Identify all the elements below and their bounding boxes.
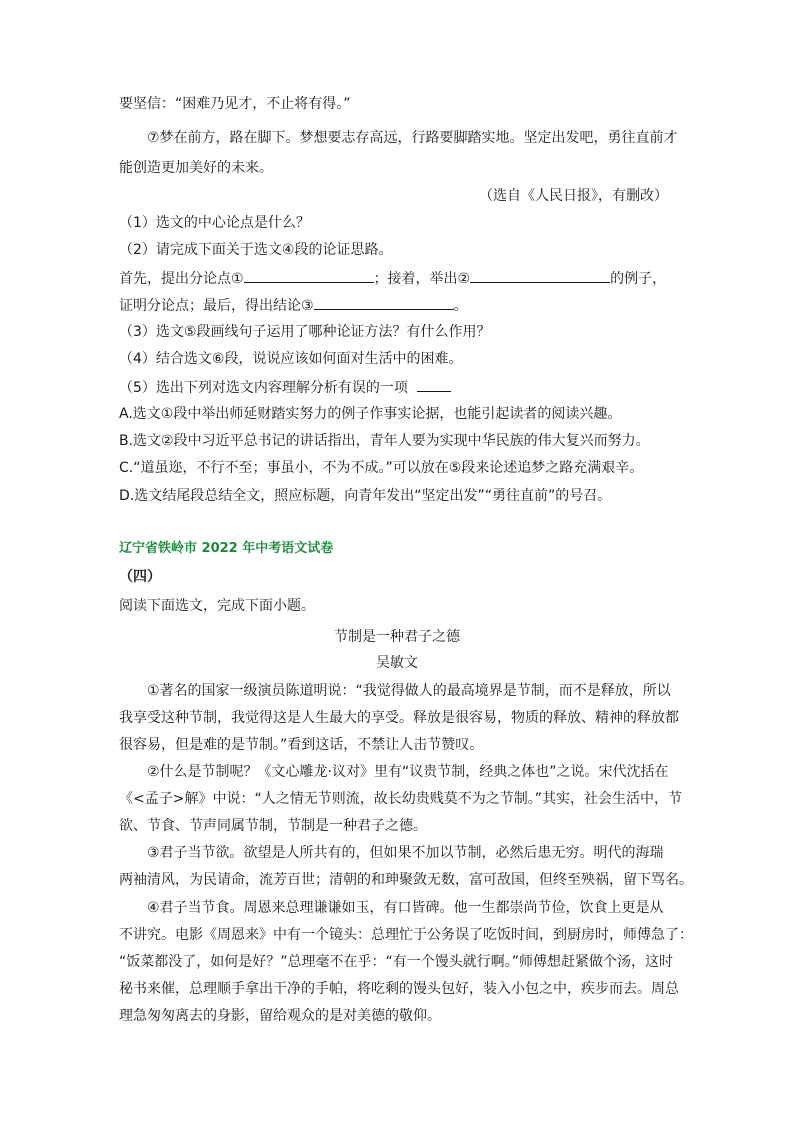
answer-blank-5[interactable]: [417, 377, 451, 392]
article-paragraph-line: 《<孟子>解》中说：“人之情无节则流，故长幼贵贱莫不为之节制。”其实，社会生活中，节: [119, 791, 682, 807]
text-line: 要坚信：“困难乃见才，不止将有得。”: [119, 96, 351, 112]
question-5: [119, 377, 451, 398]
paragraph-7-line: 能创造更加美好的未来。: [119, 160, 273, 176]
article-paragraph-line: 我享受这种节制，我觉得这是人生最大的享受。释放是很容易，物质的释放、精神的释放都: [119, 710, 679, 726]
option-c: C.“道虽迩，不行不至；事虽小，不为不成。”可以放在⑤段来论述追梦之路充满艰辛。: [119, 460, 644, 476]
article-paragraph-line: 不讲究。电影《周恩来》中有一个镜头：总理忙于公务误了吃饭时间，到厨房时，师傅急了：: [119, 927, 693, 943]
fill-text: 的例子，: [610, 271, 667, 287]
question-4: （4）结合选文⑥段，说说应该如何面对生活中的困难。: [119, 351, 463, 367]
fill-text: 。: [453, 298, 468, 314]
paragraph-7-line: ⑦梦在前方，路在脚下。梦想要志存高远，行路要脚踏实地。坚定出发吧，勇往直前才: [147, 130, 678, 146]
article-paragraph-line: 理急匆匆离去的身影，留给观众的是对美德的敬仰。: [119, 1008, 441, 1024]
article-paragraph-line: ③君子当节欲。欲望是人所共有的，但如果不加以节制，必然后患无穷。明代的海瑞: [147, 845, 664, 861]
source-citation: （选自《人民日报》，有删改）: [479, 188, 668, 204]
fill-text: 首先，提出分论点①: [119, 271, 244, 287]
option-a: A.选文①段中举出师延财踏实努力的例子作事实论据，也能引起读者的阅读兴趣。: [119, 406, 622, 422]
instruction: 阅读下面选文，完成下面小题。: [119, 598, 315, 614]
option-b: B.选文②段中习近平总书记的讲话指出，青年人要为实现中华民族的伟大复兴而努力。: [119, 433, 650, 449]
question-5-text: （5）选出下列对选文内容理解分析有误的一项: [119, 380, 408, 396]
article-paragraph-line: 欲、节食、节声同属节制，节制是一种君子之德。: [119, 818, 427, 834]
question-2: （2）请完成下面关于选文④段的论证思路。: [119, 242, 393, 258]
article-paragraph-line: ②什么是节制呢？《文心雕龙·议对》里有“议贵节制，经典之体也”之说。宋代沈括在: [147, 764, 669, 780]
article-paragraph-line: ①著名的国家一级演员陈道明说：“我觉得做人的最高境界是节制，而不是释放，所以: [147, 683, 671, 699]
article-paragraph-line: 秘书来催，总理顺手拿出干净的手帕，将吃剩的馒头包好，装入小包之中，疾步而去。周总: [119, 981, 679, 997]
question-2-fill-line-2: [119, 295, 468, 316]
article-paragraph-line: 很容易，但是难的是节制。”看到这话，不禁让人击节赞叹。: [119, 737, 484, 753]
article-paragraph-line: ④君子当节食。周恩来总理谦谦如玉，有口皆碑。他一生都崇尚节俭，饮食上更是从: [147, 900, 664, 916]
option-d: D.选文结尾段总结全文，照应标题，向青年发出“坚定出发”“勇往直前”的号召。: [119, 488, 612, 504]
answer-blank-2[interactable]: [470, 268, 610, 283]
article-title: 节制是一种君子之德: [334, 629, 460, 645]
article-paragraph-line: 两袖清风，为民请命，流芳百世；清朝的和珅聚敛无数，富可敌国，但终至殃祸，留下骂名。: [119, 872, 693, 888]
article-author: 吴敏文: [376, 655, 418, 671]
question-1: （1）选文的中心论点是什么？: [119, 215, 310, 231]
exam-source-title: 辽宁省铁岭市 2022 年中考语文试卷: [119, 541, 334, 556]
question-2-fill-line-1: [119, 268, 666, 289]
part-heading: （四）: [119, 569, 161, 585]
article-paragraph-line: “饭菜都没了，如何是好？”总理毫不在乎：“有一个馒头就行啊。”师傅想赶紧做个汤，这时: [119, 954, 674, 970]
fill-text: 证明分论点；最后，得出结论③: [119, 298, 314, 314]
fill-text: ；接着，举出②: [373, 271, 471, 287]
answer-blank-3[interactable]: [314, 295, 454, 310]
question-3: （3）选文⑤段画线句子运用了哪种论证方法？有什么作用？: [119, 324, 491, 340]
answer-blank-1[interactable]: [244, 268, 374, 283]
